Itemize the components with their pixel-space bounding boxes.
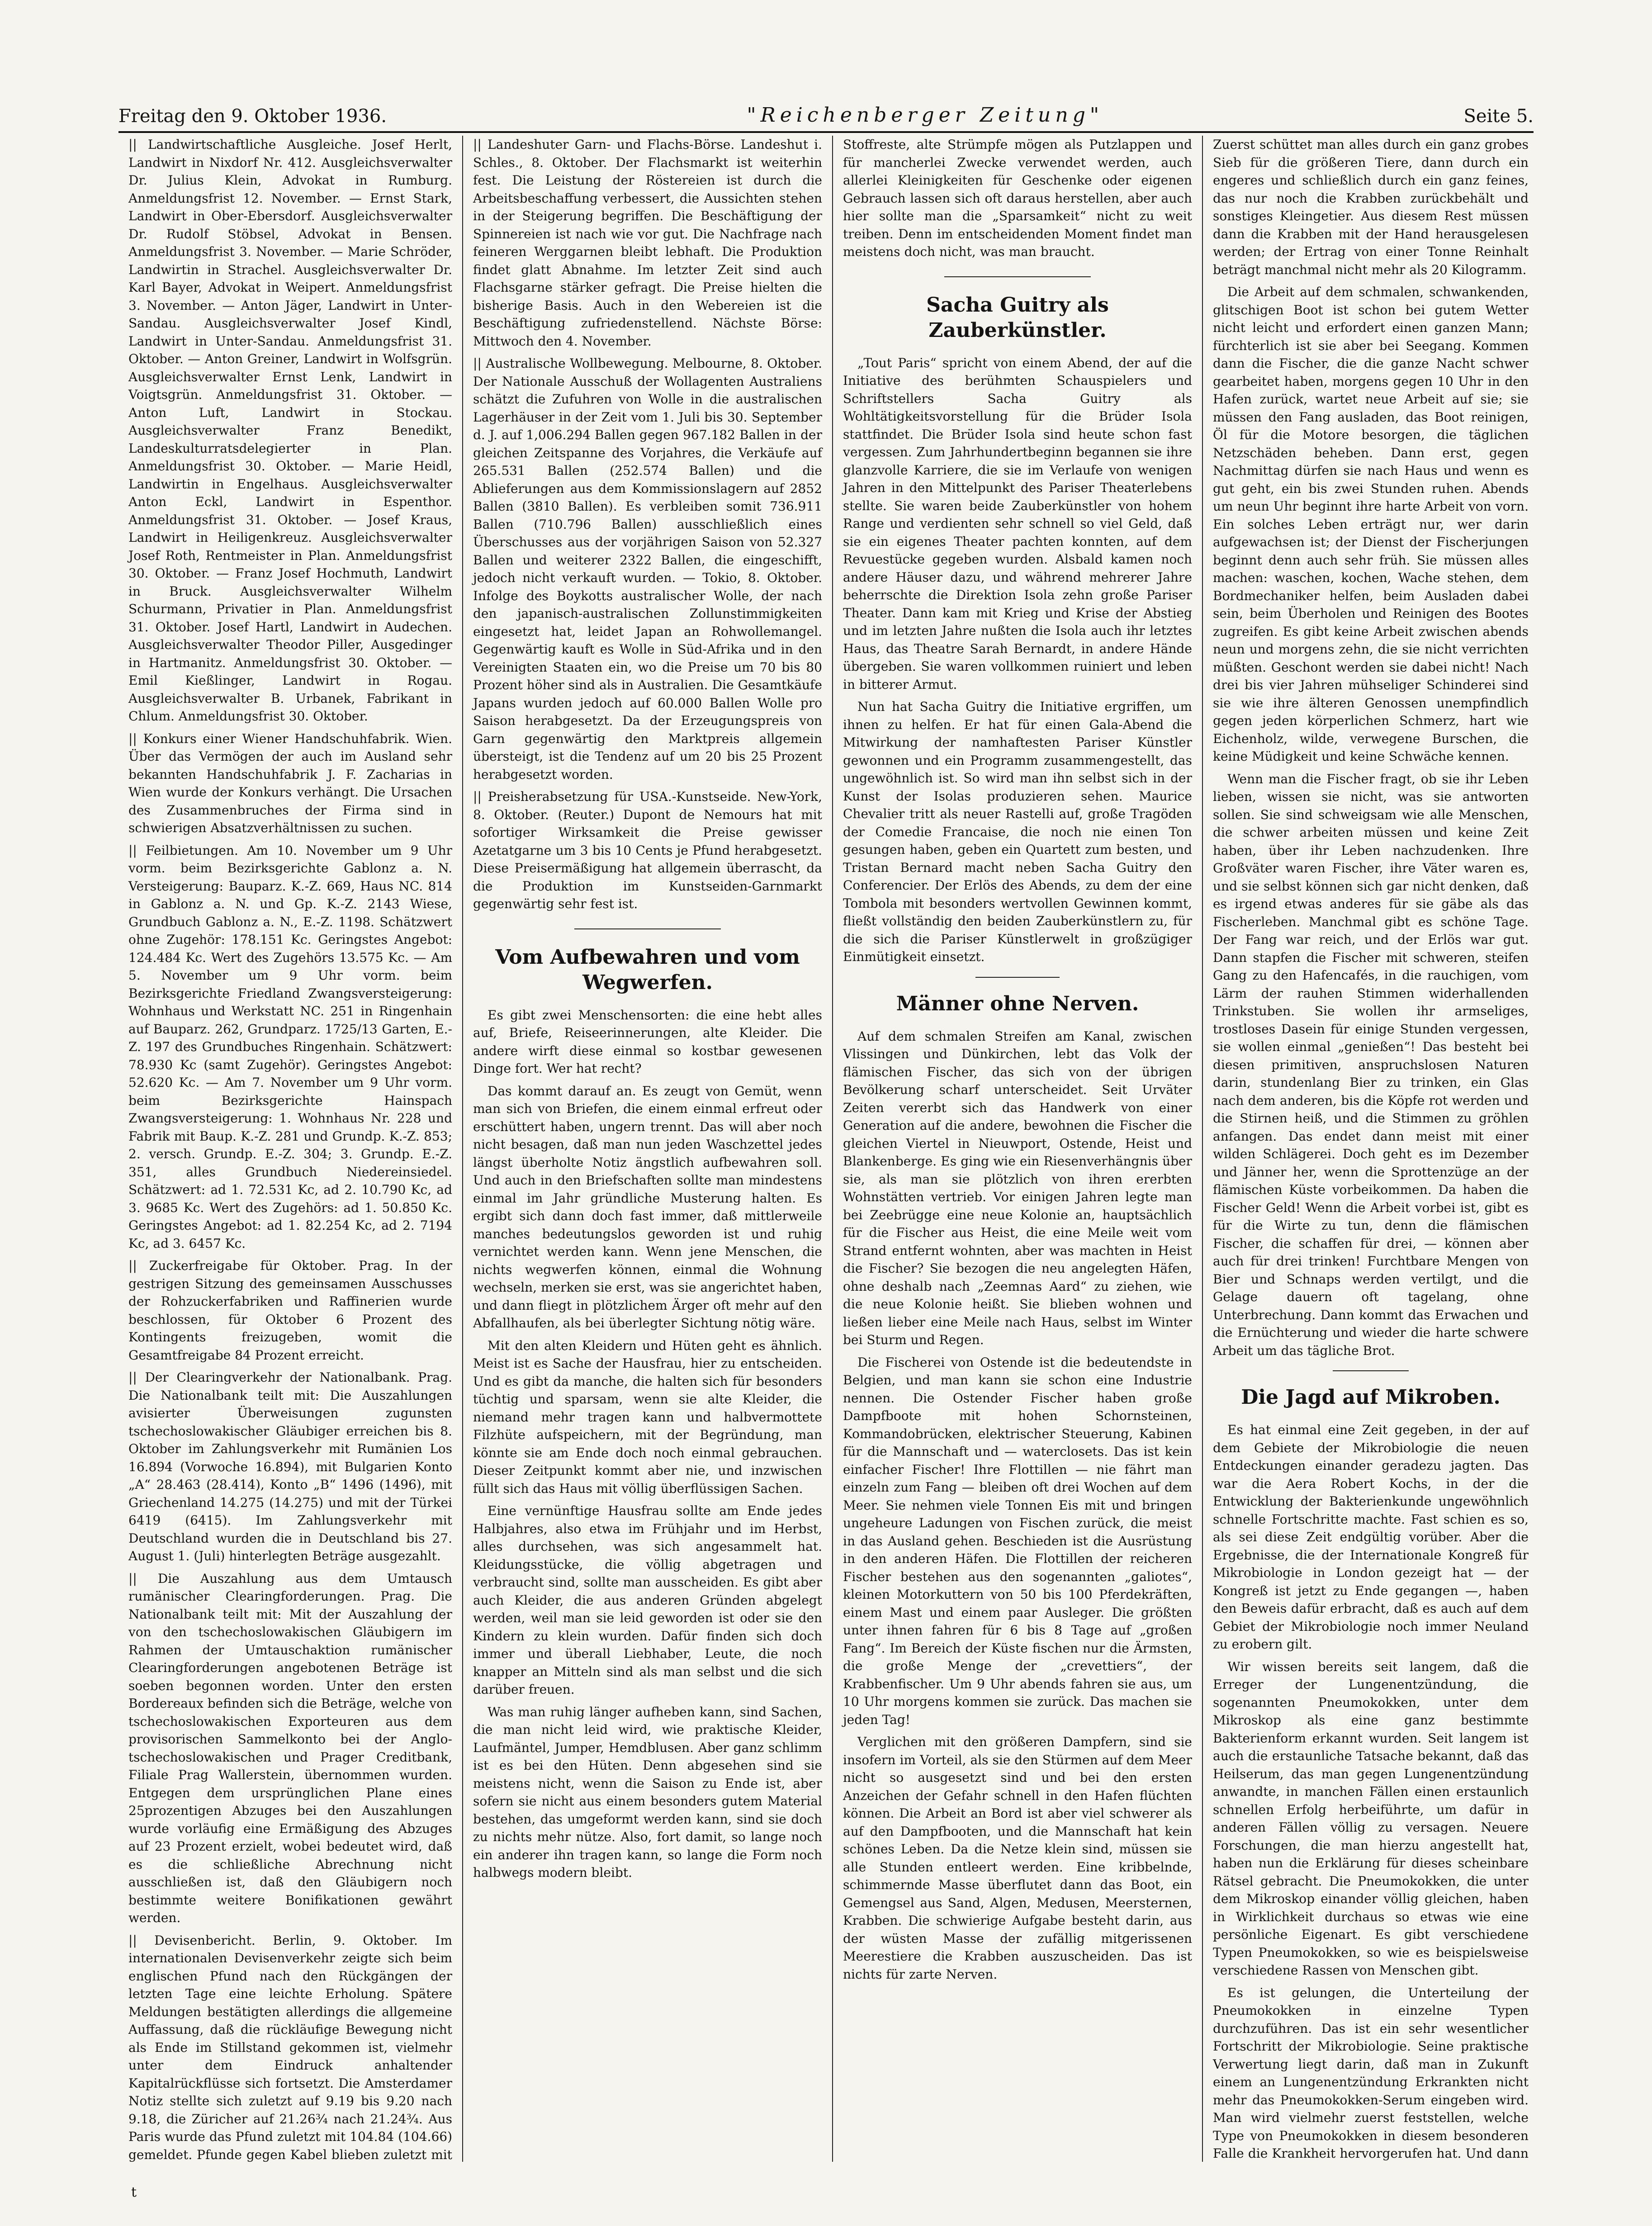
- divider: [944, 276, 1091, 277]
- page-number: Seite 5.: [1463, 106, 1534, 127]
- headline-aufbewahren: Vom Aufbewahren und vom Wegwerfen.: [495, 945, 800, 994]
- divider: [574, 928, 721, 929]
- paragraph: Die Fischerei von Ostende ist die bedeutendste in Belgien, und man kann sie schon eine Industrie nennen. Die Ostender Fischer haben große Dampfboote mit hohen Schornsteinen, Kommandobrücken, elektrischer Steuerung, Kabinen für die Mannschaft und — waterclosets. Das ist kein einfacher Fischer! Ihre Flottillen — nie fährt man einzeln zum Fang — bleiben oft drei Wochen auf dem Meer. Sie nehmen viele Tonnen Eis mit und bringen ungeheure Ladungen von Fischen zurück, die meist in das Ausland gehen. Beschieden ist die Ausrüstung in den anderen Häfen. Die Flottillen der reicheren Fischer bestehen aus den sogenannten „galiotes“, kleinen Motorkuttern von 50 bis 100 Pferdekräften, einem Mast und einem paar Ausleger. Die größten unter ihnen fahren für 6 bis 8 Tage auf „großen Fang“. Im Bereich der Küste fischen nur die Ärmsten, die große Menge der „crevettiers“, der Krabbenfischer. Um 9 Uhr abends fahren sie aus, um 10 Uhr morgens kommen sie zurück. Das machen sie jeden Tag!: [843, 1355, 1192, 1727]
- paragraph: „Tout Paris“ spricht von einem Abend, der auf die Initiative des berühmten Schauspielers und Schriftstellers Sacha Guitry als Wohltätigkeitsvorstellung für die Brüder Isola stattfindet. Die Brüder Isola sind heute schon fast vergessen. Zum Jahrhundertbeginn begannen sie ihre glanzvolle Karriere, die sie im Verlaufe von wenigen Jahren in den Mittelpunkt des Pariser Theaterlebens stellte. Sie waren beide Zauberkünstler von hohem Range und verdienten sehr schnell so viel Geld, daß sie ein eigenes Theater pachten konnten, auf dem Revuestücke gegeben wurden. Alsbald kamen noch andere Häuser dazu, und während mehrerer Jahre beherrschte die Direktion Isola zehn große Pariser Theater. Dann kam mit Krieg und Krise der Abstieg und im letzten Jahre nußten die Isola auch ihr letztes Haus, das Theatre Sarah Bernardt, in andere Hände übergeben. Sie waren vollkommen ruiniert und leben in bitterer Armut.: [843, 355, 1192, 692]
- paragraph: Nun hat Sacha Guitry die Initiative ergriffen, um ihnen zu helfen. Er hat für einen Gala-Abend die Mitwirkung der namhaftesten Pariser Künstler gewonnen und ein Programm zusammengestellt, das ungewöhnlich ist. So wird man ihn selbst sich in der Kunst der Isolas produzieren sehen. Maurice Chevalier tritt als neuer Rastelli auf, große Tragöden der Comedie Francaise, die noch nie einen Ton gesungen haben, geben ein Quartett zum besten, und Tristan Bernard macht neben Sacha Guitry den Conferencier. Der Erlös des Abends, zu dem der eine Tombola mit besonders wertvollen Gewinnen kommt, fließt vollständig den beiden Zauberkünstlern zu, für die sich die Pariser Künstlerwelt in großzügiger Einmütigkeit einsetzt.: [843, 699, 1192, 964]
- paragraph: Mit den alten Kleidern und Hüten geht es ähnlich. Meist ist es Sache der Hausfrau, hier zu entscheiden. Und es gibt da manche, die halten sich für besonders tüchtig und sparsam, wenn sie alte Kleider, die niemand mehr tragen kann und halbvermottete Filzhüte aufspeichern, mit der Begründung, man könnte sie am Ende doch noch einmal gebrauchen. Dieser Zeitpunkt kommt aber nie, und inzwischen füllt sich das Haus mit völlig überflüssigen Sachen.: [473, 1338, 822, 1496]
- column-2: [463, 136, 833, 2162]
- article-clearing: || Der Clearingverkehr der Nationalbank. Prag. Die Nationalbank teilt mit: Die Auszahlungen avisierter Überweisungen zugunsten tschechoslowakischer Gläubiger erreichen bis 8. Oktober im Zahlungsverkehr mit Rumänien Los 16.894 (Vorwoche 16.894), mit Bulgarien Konto „A“ 28.463 (28.414), Konto „B“ 1496 (1496), mit Griechenland 14.275 (14.275) und mit der Türkei 6419 (6415). Im Zahlungsverkehr mit Deutschland wurden die in Deutschland bis 27. August 1. (Juli) hinterlegten Beträge ausgezahlt.: [128, 1370, 452, 1563]
- divider: [1333, 1370, 1409, 1371]
- article-auszahlung: || Die Auszahlung aus dem Umtausch rumänischer Clearingforderungen. Prag. Die Nationalbank teilt mit: Mit der Auszahlung der von den tschechoslowakischen Gläubigern im Rahmen der Umtauschaktion rumänischer Clearingforderungen angebotenen Beträge ist soeben begonnen worden. Unter den ersten Bordereaux befinden sich die Beträge, welche von tschechoslowakischen Exporteuren aus dem provisorischen Sammelkonto bei der Anglo-tschechoslowakischen und Prager Creditbank, Filiale Prag Wallerstein, übernommen wurden. Entgegen dem ursprünglichen Plane eines 25prozentigen Abzuges bei den Auszahlungen wurde vorläufig eine Ermäßigung des Abzuges auf 23 Prozent erzielt, wobei bedeutet wird, daß es die schließliche Abrechnung nicht ausschließen ist, daß den Gläubigern noch bestimmte weitere Bonifikationen gewährt werden.: [128, 1571, 452, 1925]
- paragraph: Was man ruhig länger aufheben kann, sind Sachen, die man nicht leid wird, wie praktische Kleider, Laufmäntel, Jumper, Hemdblusen. Aber ganz schlimm ist es bei den Hüten. Denn abgesehen sind sie meistens nicht, wenn die Saison zu Ende ist, aber sofern sie nicht aus einem besonders gutem Material bestehen, das umgeformt werden kann, sind sie doch zu nichts mehr nütze. Also, fort damit, so lange noch ein anderer ihn tragen kann, so lange die Form noch halbwegs modern bleibt.: [473, 1704, 822, 1880]
- paragraph: Das kommt darauf an. Es zeugt von Gemüt, wenn man sich von Briefen, die einem einmal erfreut oder erschüttert haben, ungern trennt. Das will aber noch nicht besagen, daß man nun jeden Waschzettel jedes längst überholte Notiz ängstlich aufbewahren soll. Und auch in den Briefschaften sollte man mindestens einmal im Jahr gründliche Musterung halten. Es ergibt sich dann doch fast immer, daß mittlerweile manches bedeutungslos geworden ist und ruhig vernichtet werden kann. Wenn jene Menschen, die nichts wegwerfen können, einmal die Wohnung wechseln, merken sie erst, was sie angerichtet haben, und dann fliegt in plötzlichem Ärger oft mehr auf den Abfallhaufen, als bei überlegter Sichtung nötig wäre.: [473, 1083, 822, 1331]
- headline-mikroben: Die Jagd auf Mikroben.: [1241, 1386, 1501, 1409]
- column-4: [1203, 136, 1538, 2162]
- paragraph: Es hat einmal eine Zeit gegeben, in der auf dem Gebiete der Mikrobiologie die neuen Entdeckungen einander geradezu jagten. Das war die Aera Robert Kochs, in der die Entwicklung der Bakterienkunde ungewöhnlich schnelle Fortschritte machte. Fast schien es so, als sei diese Zeit endgültig vorüber. Aber die Ergebnisse, die der Internationale Kongreß für Mikrobiologie in London gezeigt hat — der Kongreß ist jetzt zu Ende gegangen —, haben den Beweis dafür erbracht, daß es auch auf dem Gebiet der Mikrobiologie noch immer Neuland zu erobern gilt.: [1213, 1422, 1529, 1652]
- paragraph: Eine vernünftige Hausfrau sollte am Ende jedes Halbjahres, also etwa im Frühjahr und im Herbst, alles durchsehen, was sich angesammelt hat. Kleidungsstücke, die völlig abgetragen und verbraucht sind, sollte man ausscheiden. Es gibt aber auch Kleider, die aus anderen Gründen abgelegt werden, weil man sie leid geworden ist oder sie den Kindern zu klein wurden. Dafür finden sich doch immer und überall Liebhaber, Leute, die noch knapper an Mitteln sind als man selbst und die sich darüber freuen.: [473, 1503, 822, 1697]
- divider: [975, 977, 1059, 978]
- paragraph: Wir wissen bereits seit langem, daß die Erreger der Lungenentzündung, die sogenannten Pneumokokken, unter dem Mikroskop als eine ganz bestimmte Bakterienform erkannt wurden. Seit langem ist auch die erstaunliche Tatsache bekannt, daß das Heilserum, das man gegen Lungenentzündung anwandte, in manchen Fällen einen erstaunlich schnellen Erfolg herbeiführte, um dafür in anderen Fällen völlig zu versagen. Neuere Forschungen, die man hierzu angestellt hat, haben nun die Erklärung für dieses scheinbare Rätsel gebracht. Die Pneumokokken, die unter dem Mikroskop einander völlig gleichen, haben in Wirklichkeit durchaus so etwas wie eine persönliche Eigenart. Es gibt verschiedene Typen Pneumokokken, so wie es beispielsweise verschiedene Rassen von Menschen gibt.: [1213, 1659, 1529, 1978]
- page-header: [118, 95, 1534, 133]
- column-1: [118, 136, 463, 2162]
- paragraph: Stoffreste, alte Strümpfe mögen als Putzlappen und für mancherlei Zwecke verwendet werden, auch allerlei Kleinigkeiten für Geschenke oder eigenen Gebrauch lassen sich oft daraus herstellen, aber auch hier sollte man die „Sparsamkeit“ nicht zu weit treiben. Denn im entscheidenden Moment findet man meistens doch nicht, was man braucht.: [843, 137, 1192, 259]
- article-flachs: || Landeshuter Garn- und Flachs-Börse. Landeshut i. Schles., 8. Oktober. Der Flachsmarkt ist weiterhin fest. Die Leistung der Röstereien ist durch die Arbeitsbeschaffung verbessert, die Aussichten stehen in der Steigerung begriffen. Die Beschäftigung der Spinnereien ist nach wie vor gut. Die Nachfrage nach feineren Werggarnen bleibt lebhaft. Die Produktion findet glatt Abnahme. Im letzter Zeit sind auch Flachsgarne stärker gefragt. Die Preise hielten die bisherige Basis. Auch in den Webereien ist die Beschäftigung zufriedenstellend. Nächste Börse: Mittwoch den 4. November.: [473, 137, 822, 349]
- column-3: [833, 136, 1203, 2162]
- columns: [118, 136, 1538, 2162]
- article-feilbietungen: || Feilbietungen. Am 10. November um 9 Uhr vorm. beim Bezirksgerichte Gablonz a. N. Versteigerung: Bauparz. K.-Z. 669, Haus NC. 814 in Gablonz a. N. und Gp. K.-Z. 2143 Wiese, Grundbuch Gablonz a. N., E.-Z. 1198. Schätzwert ohne Zugehör: 178.151 Kc. Geringstes Angebot: 124.484 Kc. Wert des Zugehörs 13.575 Kc. — Am 5. November um 9 Uhr vorm. beim Bezirksgerichte Friedland Zwangsversteigerung: Wohnhaus und Werkstatt NC. 251 in Ringenhain auf Bauparz. 262, Grundparz. 1725/13 Garten, E.-Z. 197 des Grundbuches Ringenhain. Schätzwert: 78.930 Kc (samt Zugehör). Geringstes Angebot: 52.620 Kc. — Am 7. November um 9 Uhr vorm. beim Bezirksgerichte Hainspach Zwangsversteigerung: 1. Wohnhaus Nr. 228 und Fabrik mit Baup. K.-Z. 281 und Grundp. K.-Z. 853; 2. versch. Grundp. E.-Z. 304; 3. Grundp. E.-Z. 351, alles Grundbuch Niedereinsiedel. Schätzwert: ad 1. 72.531 Kc, ad 2. 10.790 Kc, ad 3. 9685 Kc. Wert des Zugehörs: ad 1. 50.850 Kc. Geringstes Angebot: ad 1. 82.254 Kc, ad 2. 7194 Kc, ad 3. 6457 Kc.: [128, 843, 452, 1251]
- paragraph: Zuerst schüttet man alles durch ein ganz grobes Sieb für die größeren Tiere, dann durch ein engeres und schließlich durch ein ganz feines, das nur noch die Krabben zurückbehält und sonstiges Kleingetier. Aus diesem Rest müssen dann die Krabben mit der Hand herausgelesen werden; der Ertrag von einer Tonne Reinhalt beträgt manchmal nicht mehr als 20 Kilogramm.: [1213, 137, 1529, 277]
- paragraph: Es ist gelungen, die Unterteilung der Pneumokokken in einzelne Typen durchzuführen. Das ist ein sehr wesentlicher Fortschritt der Mikrobiologie. Seine praktische Verwertung liegt darin, daß man in Zukunft einem an Lungenentzündung Erkrankten nicht mehr das Pneumokokken-Serum eingeben wird. Man wird vielmehr zuerst feststellen, welche Type von Pneumokokken in diesem besonderen Falle die Krankheit hervorgerufen hat. Und dann: [1213, 1985, 1529, 2161]
- article-wolle: || Australische Wollbewegung. Melbourne, 8. Oktober. Der Nationale Ausschuß der Wollagenten Australiens schätzt die Zufuhren von Wolle in die australischen Lagerhäuser in der Zeit vom 1. Juli bis 30. September d. J. auf 1,006.294 Ballen gegen 967.182 Ballen in der gleichen Zeitspanne des Vorjahres, die Verkäufe auf 265.531 Ballen (252.574 Ballen) und die Ablieferungen aus dem Kommissionslagern auf 2852 Ballen (3810 Ballen). Es verbleiben somit 736.911 Ballen (710.796 Ballen) ausschließlich eines Überschusses aus der vorjährigen Saison von 52.327 Ballen und weiterer 2322 Ballen, die eingeschifft, jedoch nicht verkauft wurden. — Tokio, 8. Oktober. Infolge des Boykotts australischer Wolle, der nach den japanisch-australischen Zollunstimmigkeiten eingesetzt hat, leidet Japan an Rohwollemangel. Gegenwärtig kauft es Wolle in Süd-Afrika und in den Vereinigten Staaten ein, wo die Preise um 70 bis 80 Prozent höher sind als in Australien. Die Gesamtkäufe Japans wurden jedoch auf 60.000 Ballen Wolle pro Saison herabgesetzt. Da der Erzeugungspreis von Garn gegenwärtig den Marktpreis allgemein übersteigt, ist die Tendenz auf um 20 bis 25 Prozent herabgesetzt worden.: [473, 356, 822, 782]
- article-devisen: || Devisenbericht. Berlin, 9. Oktober. Im internationalen Devisenverkehr zeigte sich beim englischen Pfund nach den Rückgängen der letzten Tage eine leichte Erholung. Spätere Meldungen bestätigten allerdings die allgemeine Auffassung, daß die rückläufige Bewegung nicht als Ende im Stillstand gekommen ist, vielmehr unter dem Eindruck anhaltender Kapitalrückflüsse sich fortsetzt. Die Amsterdamer Notiz stellte sich zuletzt auf 9.19 bis 9.20 nach 9.18, die Züricher auf 21.26¾ nach 21.24¾. Aus Paris wurde das Pfund zuletzt mit 104.84 (104.66) gemeldet. Pfunde gegen Kabel blieben zuletzt mit: [128, 1932, 452, 2162]
- paragraph: Auf dem schmalen Streifen am Kanal, zwischen Vlissingen und Dünkirchen, lebt das Volk der flämischen Fischer, das sich von der übrigen Bevölkerung scharf unterscheidet. Seit Urväter Zeiten vererbt sich das Handwerk von einer Generation auf die andere, bewohnen die Fischer die gleichen Viertel in Nieuwport, Ostende, Heist und Blankenberge. Es ging wie ein Riesenverhängnis über sie, als man sie plötzlich von ihren ererbten Wohnstätten vertrieb. Vor einigen Jahren legte man bei Zeebrügge eine neue Kolonie an, hauptsächlich für die Fischer aus Heist, die eine Meile weit vom Strand entfernt wohnten, aber was machten in Heist die Fischer? Sie bezogen die neu angelegten Häfen, ohne deshalb nach „Zeemnas Aard“ zu ziehen, wie die neue Kolonie heißt. Sie blieben wohnen und ließen lieber eine Meile nach Haus, selbst im Winter bei Sturm und Regen.: [843, 1028, 1192, 1347]
- article-zucker: || Zuckerfreigabe für Oktober. Prag. In der gestrigen Sitzung des gemeinsamen Ausschusses der Rohzuckerfabriken und Raffinerien wurde beschlossen, für Oktober 6 Prozent des Kontingents freizugeben, womit die Gesamtfreigabe 84 Prozent erreicht.: [128, 1258, 452, 1363]
- paragraph: Verglichen mit den größeren Dampfern, sind sie insofern im Vorteil, als sie den Stürmen auf dem Meer nicht so ausgesetzt sind und bei den ersten Anzeichen der Gefahr schnell in den Hafen flüchten können. Die Arbeit an Bord ist aber viel schwerer als auf den Dampfbooten, und die Mannschaft hat kein schönes Leben. Da die Netze klein sind, müssen sie alle Stunden entleert werden. Eine kribbelnde, schimmernde Masse überflutet dann das Boot, ein Gemengsel aus Sand, Algen, Medusen, Meersternen, Krabben. Die schwierige Aufgabe besteht darin, aus der wüsten Masse der zufällig mitgerissenen Meerestiere die Krabben auszuscheiden. Das ist nichts für zarte Nerven.: [843, 1734, 1192, 1982]
- headline-guitry: Sacha Guitry als Zauberkünstler.: [926, 293, 1109, 342]
- issue-date: Freitag den 9. Oktober 1936.: [118, 106, 387, 127]
- article-landwirtschaft: || Landwirtschaftliche Ausgleiche. Josef Herlt, Landwirt in Nixdorf Nr. 412. Ausgleichsverwalter Dr. Julius Klein, Advokat in Rumburg. Anmeldungsfrist 12. November. — Ernst Stark, Landwirt in Ober-Ebersdorf. Ausgleichsverwalter Dr. Rudolf Stöbsel, Advokat in Bensen. Anmeldungsfrist 3. November. — Marie Schröder, Landwirtin in Strachel. Ausgleichsverwalter Dr. Karl Bayer, Advokat in Weipert. Anmeldungsfrist 3. November. — Anton Jäger, Landwirt in Unter-Sandau. Ausgleichsverwalter Josef Kindl, Landwirt in Unter-Sandau. Anmeldungsfrist 31. Oktober. — Anton Greiner, Landwirt in Wolfsgrün. Ausgleichsverwalter Ernst Lenk, Landwirt in Voigtsgrün. Anmeldungsfrist 31. Oktober. — Anton Luft, Landwirt in Stockau. Ausgleichsverwalter Franz Benedikt, Landeskulturratsdelegierter in Plan. Anmeldungsfrist 30. Oktober. — Marie Heidl, Landwirtin in Engelhaus. Ausgleichsverwalter Anton Eckl, Landwirt in Espenthor. Anmeldungsfrist 31. Oktober. — Josef Kraus, Landwirt in Heiligenkreuz. Ausgleichsverwalter Josef Roth, Rentmeister in Plan. Anmeldungsfrist 30. Oktober. — Franz Josef Hochmuth, Landwirt in Bruck. Ausgleichsverwalter Wilhelm Schurmann, Privatier in Plan. Anmeldungsfrist 31. Oktober. Josef Hartl, Landwirt in Audechen. Ausgleichsverwalter Theodor Piller, Ausgedinger in Hartmanitz. Anmeldungsfrist 30. Oktober. — Emil Kießlinger, Landwirt in Rogau. Ausgleichsverwalter B. Urbanek, Fabrikant in Chlum. Anmeldungsfrist 30. Oktober.: [128, 137, 452, 724]
- paragraph: Es gibt zwei Menschensorten: die eine hebt alles auf, Briefe, Reiseerinnerungen, alte Kleider. Die andere wirft diese einmal so kostbar gewesenen Dinge fort. Wer hat recht?: [473, 1007, 822, 1076]
- masthead: "Reichenberger Zeitung": [747, 104, 1104, 127]
- footer-mark: t: [131, 2184, 137, 2200]
- headline-maenner: Männer ohne Nerven.: [896, 992, 1139, 1015]
- paragraph: Wenn man die Fischer fragt, ob sie ihr Leben lieben, wissen sie nicht, was sie antworten sollen. Sie sind schweigsam wie alle Menschen, die schwer arbeiten müssen und keine Zeit haben, über ihr Leben nachzudenken. Ihre Großväter waren Fischer, ihre Väter waren es, und sie selbst können sich gar nicht denken, daß es irgend etwas anderes für sie gäbe als das Fischerleben. Manchmal gibt es schöne Tage. Der Fang war reich, und der Erlös war gut. Dann stapfen die Fischer mit schweren, steifen Gang zu den Hafencafés, in die rauchigen, vom Lärm der rauhen Stimmen widerhallenden Trinkstuben. Sie wollen ihr armseliges, trostloses Dasein für einige Stunden vergessen, sie wollen einmal „genießen“! Das besteht bei diesen primitiven, anspruchslosen Naturen darin, stundenlang Bier zu trinken, ein Glas nach dem anderen, bis die Köpfe rot werden und die Stirnen heiß, und die Stimmen zu gröhlen anfangen. Das endet dann meist mit einer wilden Schlägerei. Doch geht es im Dezember und Jänner her, wenn die Sprottenzüge an der flämischen Küste vorbeikommen. Da haben die Fischer Geld! Wenn die Arbeit vorbei ist, gibt es für die Wirte zu tun, denn die flämischen Fischer, die schaffen für drei, — können aber auch für drei trinken! Furchtbare Mengen von Bier und Schnaps werden vertilgt, und die Gelage dauern oft tagelang, ohne Unterbrechung. Dann kommt das Erwachen und die Ernüchterung und wieder die harte schwere Arbeit um das tägliche Brot.: [1213, 771, 1529, 1358]
- paragraph: Die Arbeit auf dem schmalen, schwankenden, glitschigen Boot ist schon bei gutem Wetter nicht leicht und erfordert einen ganzen Mann; fürchterlich ist sie aber bei Seegang. Kommen dann die Fischer, die die ganze Nacht schwer gearbeitet haben, morgens gegen 10 Uhr in den Hafen zurück, wartet neue Arbeit auf sie; sie müssen den Fang ausladen, das Boot reinigen, Öl für die Motore besorgen, die täglichen Netzschäden beheben. Dann erst, gegen Nachmittag dürfen sie nach Haus und wenn es gut geht, ein bis zwei Stunden ruhen. Abends um neun Uhr beginnt ihre harte Arbeit von vorn. Ein solches Leben erträgt nur, wer darin aufgewachsen ist; der Dienst der Fischerjungen beginnt denn auch sehr früh. Sie müssen alles machen: waschen, kochen, Wache stehen, dem Bordmechaniker helfen, beim Ausladen dabei sein, beim Überholen und Reinigen des Bootes zugreifen. Es gibt keine Arbeit zwischen abends neun und morgens zehn, die sie nicht verrichten müßten. Geschont werden sie dabei nicht! Nach drei bis vier Jahren mühseliger Schinderei sind sie wie ihre älteren Genossen unempfindlich gegen jeden körperlichen Schmerz, hart wie Eichenholz, wilde, verwegene Burschen, die keine Müdigkeit und keine Schwäche kennen.: [1213, 284, 1529, 764]
- article-kunstseide: || Preisherabsetzung für USA.-Kunstseide. New-York, 8. Oktober. (Reuter.) Dupont de Nemours hat mit sofortiger Wirksamkeit die Preise gewisser Azetatgarne um 3 bis 10 Cents je Pfund herabgesetzt. Diese Preisermäßigung hat allgemein überrascht, da die Produktion im Kunstseiden-Garnmarkt gegenwärtig sehr fest ist.: [473, 789, 822, 911]
- article-konkurs: || Konkurs einer Wiener Handschuhfabrik. Wien. Über das Vermögen der auch im Ausland sehr bekannten Handschuhfabrik J. F. Zacharias in Wien wurde der Konkurs verhängt. Die Ursachen des Zusammenbruches der Firma sind in schwierigen Absatzverhältnissen zu suchen.: [128, 731, 452, 835]
